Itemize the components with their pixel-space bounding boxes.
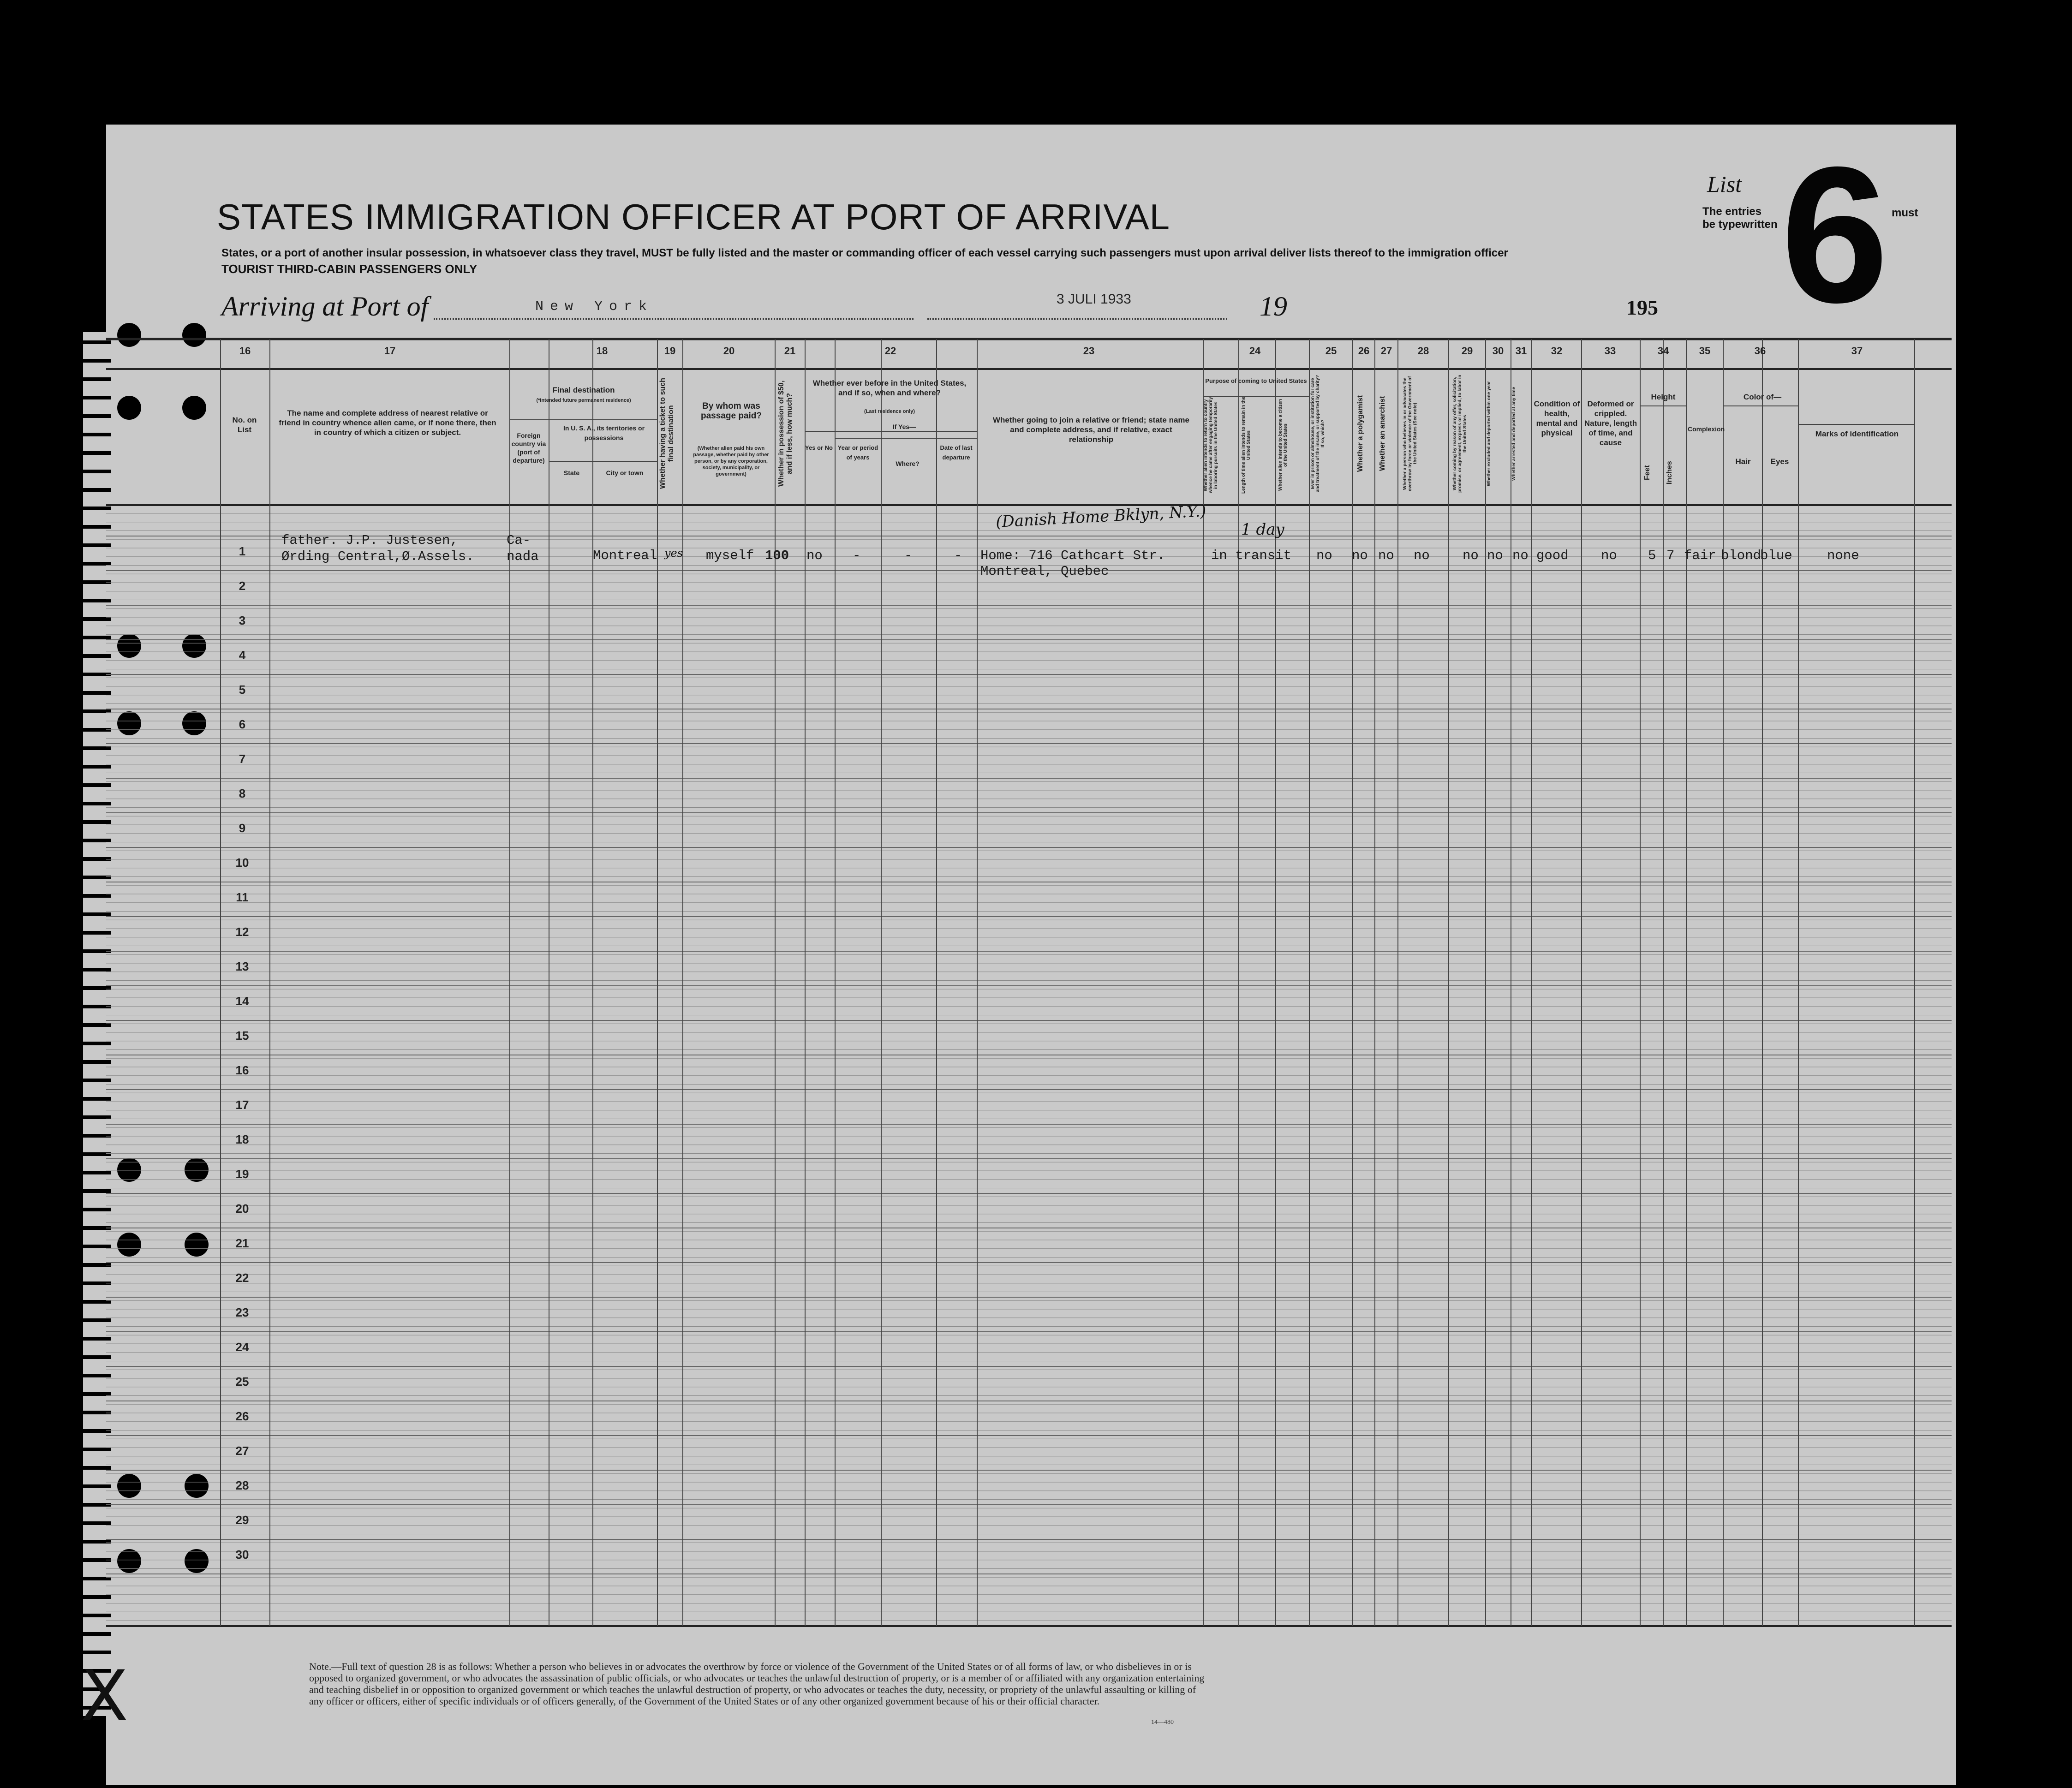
header-relative: The name and complete address of nearest relative or friend in country whence alien came, or if none there, then in country of which a citizen or subject.: [279, 409, 496, 437]
row-number: 30: [235, 1548, 249, 1562]
column-number: 34: [1657, 345, 1669, 357]
header-join-relative: Whether going to join a relative or friend; state name and complete address, and if relative, exact relationship: [992, 416, 1189, 444]
column-number: 23: [1083, 345, 1095, 357]
header-purpose-return: Whether alien intends to return to country whence he came after engaging temporarily in laboring pursuits in the United States: [1203, 397, 1218, 494]
header-passage-paid: By whom was passage paid?: [701, 401, 762, 421]
hair-value: blond: [1721, 548, 1761, 563]
column-number: 35: [1699, 345, 1711, 357]
header-anarchist: Whether an anarchist: [1379, 396, 1386, 471]
row-number: 10: [235, 856, 249, 870]
header-marks: Marks of identification: [1815, 429, 1899, 438]
row-number: 5: [239, 683, 246, 697]
row-number: 6: [239, 717, 246, 731]
header-city: City or town: [606, 469, 644, 477]
polygamist-value: no: [1352, 548, 1368, 563]
header-deported: Whether arrested and deported at any time: [1511, 387, 1517, 481]
header-passage-sub: (Whether alien paid his own passage, whether paid by other person, or by any corporation, society, municipality, or government): [693, 446, 769, 477]
header-final-destination: Final destination: [552, 386, 615, 394]
row-number: 15: [235, 1029, 249, 1043]
purpose-value: in transit: [1211, 548, 1292, 563]
column-number: 30: [1492, 345, 1504, 357]
labor-value: no: [1463, 548, 1479, 563]
city-value: Montreal: [593, 548, 657, 563]
header-no-on-list: No. on List: [232, 416, 257, 434]
column-number: 25: [1325, 345, 1337, 357]
header-if-yes: If Yes—: [892, 423, 916, 430]
column-number: 16: [239, 345, 251, 357]
form-number: 14—480: [1151, 1719, 1174, 1726]
relative-line-1: father. J.P. Justesen,: [281, 533, 458, 548]
column-number: 21: [784, 345, 796, 357]
entries-line-2: be typewritten: [1702, 218, 1778, 231]
column-number: 28: [1417, 345, 1429, 357]
header-purpose-citizen: Whether alien intends to become a citizen of the United States: [1278, 399, 1288, 491]
row-number: 28: [235, 1478, 249, 1492]
arriving-label: Arriving at Port of: [221, 291, 429, 322]
entries-line-1: The entries: [1702, 205, 1762, 218]
form-title: STATES IMMIGRATION OFFICER AT PORT OF ARRIVAL: [217, 197, 1170, 237]
row-number: 3: [239, 614, 246, 627]
header-before-us: Whether ever before in the United States, and if so, when and where?: [812, 379, 967, 397]
row-number: 7: [239, 752, 246, 766]
row-number: 22: [235, 1271, 249, 1285]
row-number: 8: [239, 787, 246, 800]
header-in-usa: In U. S. A., its territories or possessions: [563, 424, 645, 441]
column-number: 36: [1754, 345, 1766, 357]
foreign-line-1: Ca-: [507, 533, 531, 548]
row-number: 17: [235, 1098, 249, 1112]
year-value: -: [853, 548, 861, 563]
column-number: 27: [1380, 345, 1392, 357]
header-purpose-length: Length of time alien intends to remain in the United States: [1241, 396, 1251, 494]
header-eyes: Eyes: [1770, 457, 1789, 466]
row-number: 18: [235, 1132, 249, 1146]
column-number: 29: [1461, 345, 1473, 357]
excluded-value: no: [1487, 548, 1503, 563]
footnote-question-28: Note.—Full text of question 28 is as follows: Whether a person who believes in or advocates the overthrow by force or violence of the Government of the United States or of all forms of law, or who disbelieves in or is opposed to organized government, or who advocates the assassination of public officials, or who advocates or teaches the unlawful destruction of property, or is a member of or affiliated with any organization entertaining and teaching disbelief in or opposition to organized government or which teaches the unlawful destruction of property, or who advocates or teaches the duty, necessity, or propriety of the unlawful assaulting or killing of any officer or officers, either of specific individuals or of officers generally, of the Government of the United States or of any other organized government because of his or their official character.: [309, 1661, 1205, 1707]
header-color-of: Color of—: [1743, 393, 1782, 401]
row-number: 1: [239, 544, 246, 558]
join-line-2: Montreal, Quebec: [980, 564, 1109, 579]
row-number: 21: [235, 1236, 249, 1250]
join-line-1: Home: 716 Cathcart Str.: [980, 548, 1165, 563]
header-hair: Hair: [1735, 457, 1751, 466]
instruction-line: States, or a port of another insular possession, in whatsoever class they travel, MUST be fully listed and the master or commanding officer of each vessel carrying such passengers must upon arrival deliver lists thereof to the immigration officer: [221, 247, 1508, 259]
where-value: -: [904, 548, 913, 563]
header-state: State: [563, 469, 580, 477]
column-number: 32: [1551, 345, 1563, 357]
column-number: 26: [1358, 345, 1370, 357]
row-number: 4: [239, 648, 246, 662]
column-number: 18: [596, 345, 608, 357]
ticket-value: yes: [664, 547, 683, 560]
header-before-us-sub: (Last residence only): [864, 409, 915, 414]
eyes-value: blue: [1760, 548, 1792, 563]
column-number: 33: [1604, 345, 1616, 357]
header-purpose: Purpose of coming to United States: [1205, 377, 1307, 384]
date-value: 3 JULI 1933: [1057, 292, 1131, 307]
column-number: 24: [1249, 345, 1261, 357]
header-date-departure: Date of last departure: [940, 444, 973, 461]
header-excluded: Whether excluded and deported within one year: [1487, 381, 1492, 486]
complexion-value: fair: [1684, 548, 1716, 563]
header-overthrow: Whether a person who believes in or advocates the overthrow by force or violence of the Government of the United States (See note): [1403, 376, 1418, 491]
port-value: New York: [535, 299, 654, 315]
column-number: 22: [884, 345, 896, 357]
inches-value: 7: [1666, 548, 1675, 563]
purpose-handwritten: 1 day: [1241, 520, 1284, 539]
header-health: Condition of health, mental and physical: [1534, 399, 1580, 437]
header-year-period: Year or period of years: [837, 444, 878, 461]
row-number: 20: [235, 1202, 249, 1216]
row-number: 9: [239, 821, 246, 835]
column-number: 37: [1851, 345, 1863, 357]
deported-value: no: [1512, 548, 1529, 563]
header-polygamist: Whether a polygamist: [1356, 395, 1364, 472]
deformed-value: no: [1601, 548, 1617, 563]
row-number: 25: [235, 1375, 249, 1389]
header-feet: Feet: [1643, 465, 1651, 481]
header-ticket: Whether having a ticket to such final destination: [659, 378, 675, 489]
join-handwritten: (Danish Home Bklyn, N.Y.): [995, 502, 1207, 531]
row-number: 23: [235, 1305, 249, 1319]
anarchist-value: no: [1378, 548, 1394, 563]
marks-value: none: [1827, 548, 1859, 563]
header-height: Height: [1651, 393, 1676, 401]
passenger-class-line: TOURIST THIRD-CABIN PASSENGERS ONLY: [221, 262, 478, 276]
list-number: 6: [1781, 127, 1889, 343]
row-number: 14: [235, 994, 249, 1008]
handwritten-x-mark: X: [81, 1656, 128, 1736]
column-number: 20: [723, 345, 735, 357]
column-number: 31: [1515, 345, 1527, 357]
health-value: good: [1536, 548, 1569, 563]
row-number: 13: [235, 960, 249, 973]
header-where: Where?: [896, 460, 920, 467]
overthrow-value: no: [1414, 548, 1430, 563]
money-value: 100: [765, 548, 789, 563]
header-deformed: Deformed or crippled. Nature, length of time, and cause: [1584, 399, 1637, 447]
row-number: 2: [239, 579, 246, 593]
header-complexion: Complexion: [1688, 425, 1725, 433]
prison-value: no: [1316, 548, 1332, 563]
paid-by-value: myself: [706, 548, 754, 563]
row-number: 11: [236, 890, 249, 904]
row-number: 26: [235, 1409, 249, 1423]
header-prison: Ever in prison or almshouse, or institution for care and treatment of the insane, or supported by charity? If so, which?: [1310, 375, 1326, 492]
header-labor-offer: Whether coming by reason of any offer, solicitation, promise, or agreement, express or implied, to labor in the United States: [1452, 375, 1468, 493]
year-195: 195: [1626, 296, 1658, 319]
row-number: 19: [235, 1167, 249, 1181]
header-money: Whether in possession of $50, and if less, how much?: [777, 380, 794, 487]
row-number: 16: [235, 1063, 249, 1077]
year-prefix: 19: [1260, 291, 1287, 322]
before-us-value: no: [806, 548, 823, 563]
header-foreign-country: Foreign country via (port of departure): [511, 432, 546, 464]
header-inches: Inches: [1666, 461, 1673, 485]
foreign-line-2: nada: [507, 549, 539, 564]
header-yes-no: Yes or No: [805, 444, 833, 451]
feet-value: 5: [1648, 548, 1656, 563]
row-number: 27: [235, 1444, 249, 1458]
header-final-dest-sub: (*Intended future permanent residence): [536, 398, 631, 403]
relative-line-2: Ørding Central,Ø.Assels.: [281, 549, 474, 564]
row-number: 12: [235, 925, 249, 939]
date-departure-value: -: [954, 548, 962, 563]
row-number: 24: [235, 1340, 249, 1354]
row-number: 29: [235, 1513, 249, 1527]
list-label: List: [1707, 171, 1742, 197]
must-word: must: [1892, 207, 1918, 219]
column-number: 19: [664, 345, 676, 357]
column-number: 17: [384, 345, 396, 357]
